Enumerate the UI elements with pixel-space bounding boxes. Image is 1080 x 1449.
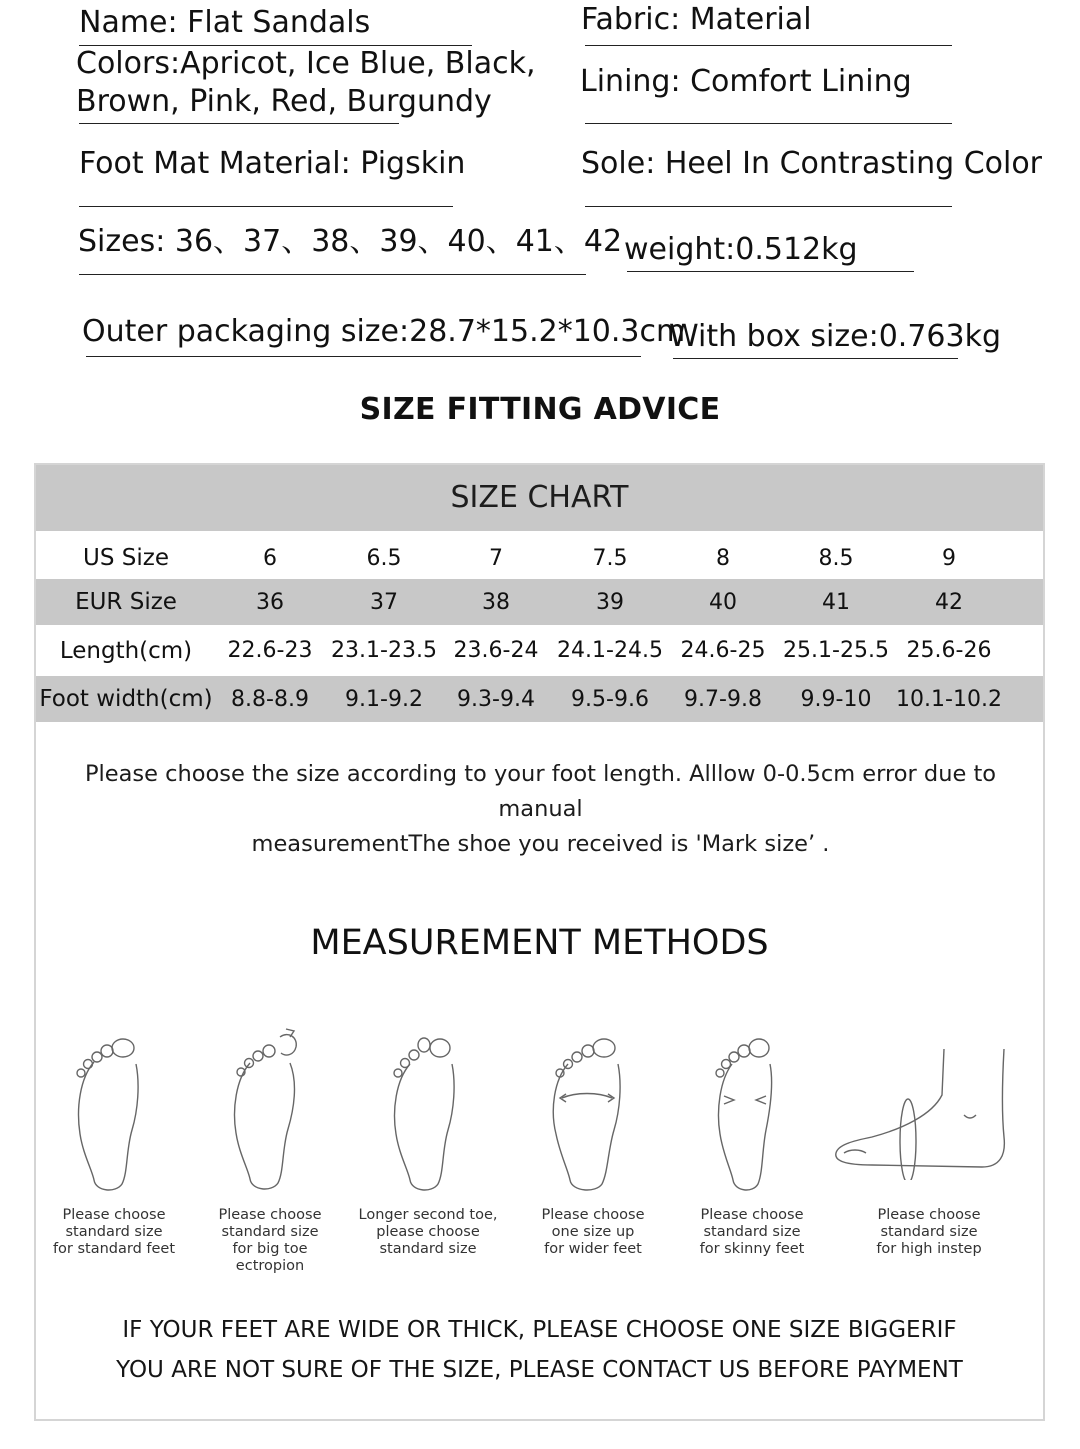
spec-foot-mat-underline <box>79 206 453 207</box>
method-caption-6 <box>849 1207 1009 1258</box>
caption-line: for wider feet <box>544 1241 642 1257</box>
size-chart-row <box>36 676 1043 722</box>
size-chart-cell: 8 <box>716 545 730 571</box>
spec-fabric-underline <box>585 45 952 46</box>
spec-sizes: Sizes: 36、37、38、39、40、41、42 <box>78 224 623 259</box>
spec-fabric: Fabric: Material <box>581 2 812 37</box>
size-chart-cell: 22.6-23 <box>227 638 313 663</box>
caption-line: please choose <box>376 1224 480 1240</box>
size-chart-row <box>36 579 1043 625</box>
spec-lining-underline <box>585 123 952 124</box>
method-caption-2 <box>190 1207 350 1275</box>
size-chart-cell: 9.3-9.4 <box>457 686 535 712</box>
skinny-foot-icon <box>704 1030 794 1195</box>
caption-line: standard size <box>703 1224 801 1240</box>
spec-name: Name: Flat Sandals <box>79 5 371 40</box>
measurement-methods-title: MEASUREMENT METHODS <box>310 923 769 963</box>
size-chart-cell: 8.8-8.9 <box>231 686 309 712</box>
size-chart-cell: 9.7-9.8 <box>684 686 762 712</box>
method-caption-4 <box>513 1207 673 1258</box>
size-chart-title: SIZE CHART <box>36 465 1043 531</box>
footer-line-2: YOU ARE NOT SURE OF THE SIZE, PLEASE CONTACT US BEFORE PAYMENT <box>116 1357 963 1383</box>
size-chart-cell: 37 <box>370 589 398 615</box>
size-chart-row-label: EUR Size <box>75 589 177 615</box>
size-chart-cell: 10.1-10.2 <box>896 686 1002 712</box>
size-chart-cell: 7.5 <box>592 545 628 571</box>
caption-line: Please choose <box>877 1207 981 1223</box>
size-chart-cell: 9.9-10 <box>800 686 872 712</box>
long-second-toe-foot-icon <box>384 1030 474 1195</box>
caption-line: standard size <box>65 1224 163 1240</box>
big-toe-ectropion-foot-icon <box>224 1027 314 1192</box>
caption-line: for big toe <box>232 1241 308 1257</box>
caption-line: ectropion <box>235 1258 305 1274</box>
size-chart-cell: 9 <box>942 545 956 571</box>
standard-foot-icon <box>66 1030 156 1195</box>
size-chart-cell: 40 <box>709 589 737 615</box>
caption-line: Longer second toe, <box>358 1207 498 1223</box>
spec-sizes-underline <box>79 274 586 275</box>
caption-line: standard size <box>379 1241 477 1257</box>
spec-colors-line1: Colors:Apricot, Ice Blue, Black, <box>76 46 536 81</box>
size-chart-cell: 7 <box>489 545 503 571</box>
caption-line: Please choose <box>62 1207 166 1223</box>
caption-line: standard size <box>880 1224 978 1240</box>
caption-line: Please choose <box>218 1207 322 1223</box>
size-chart-panel <box>34 463 1045 1421</box>
high-instep-foot-icon <box>832 1045 1012 1180</box>
caption-line: for high instep <box>876 1241 982 1257</box>
size-fitting-advice-title: SIZE FITTING ADVICE <box>359 392 721 427</box>
size-note-line1: Please choose the size according to your foot length. Alllow 0-0.5cm error due to manual <box>84 761 997 822</box>
size-chart-cell: 6 <box>263 545 277 571</box>
spec-weight-underline <box>627 271 914 272</box>
caption-line: Please choose <box>541 1207 645 1223</box>
size-chart-cell: 25.6-26 <box>906 638 992 663</box>
spec-sole: Sole: Heel In Contrasting Color <box>581 146 1043 181</box>
spec-outer-packaging: Outer packaging size:28.7*15.2*10.3cm <box>82 314 686 349</box>
size-chart-cell: 9.5-9.6 <box>571 686 649 712</box>
spec-lining: Lining: Comfort Lining <box>580 64 912 99</box>
method-caption-3 <box>348 1207 508 1258</box>
spec-foot-mat: Foot Mat Material: Pigskin <box>79 146 466 181</box>
size-chart-cell: 41 <box>822 589 850 615</box>
size-note <box>46 757 1035 862</box>
size-chart-row-label: US Size <box>83 545 169 571</box>
wide-foot-icon <box>546 1030 636 1195</box>
size-chart-cell: 23.1-23.5 <box>331 638 437 663</box>
spec-weight: weight:0.512kg <box>624 232 858 267</box>
caption-line: Please choose <box>700 1207 804 1223</box>
size-chart-cell: 8.5 <box>818 545 854 571</box>
spec-outer-packaging-underline <box>86 356 641 357</box>
size-chart-cell: 39 <box>596 589 624 615</box>
size-chart-cell: 6.5 <box>366 545 402 571</box>
size-note-line2: measurementThe shoe you received is 'Mark size’ . <box>251 831 830 857</box>
spec-colors-line2: Brown, Pink, Red, Burgundy <box>76 84 492 119</box>
size-chart-cell: 25.1-25.5 <box>783 638 889 663</box>
size-chart-row-label: Length(cm) <box>59 637 193 664</box>
size-chart-cell: 36 <box>256 589 284 615</box>
spec-sole-underline <box>585 206 952 207</box>
footer-line-1: IF YOUR FEET ARE WIDE OR THICK, PLEASE CHOOSE ONE SIZE BIGGERIF <box>122 1317 957 1343</box>
spec-box-weight: With box size:0.763kg <box>669 319 1001 354</box>
size-chart-cell: 42 <box>935 589 963 615</box>
size-chart-cell: 24.1-24.5 <box>557 638 663 663</box>
caption-line: for skinny feet <box>699 1241 805 1257</box>
size-chart-cell: 23.6-24 <box>453 638 539 663</box>
size-chart-row <box>36 537 1043 579</box>
size-chart-cell: 24.6-25 <box>680 638 766 663</box>
caption-line: for standard feet <box>52 1241 176 1257</box>
method-caption-1 <box>34 1207 194 1258</box>
spec-box-weight-underline <box>673 358 958 359</box>
size-chart-row <box>36 625 1043 676</box>
size-chart-cell: 38 <box>482 589 510 615</box>
caption-line: standard size <box>221 1224 319 1240</box>
method-caption-5 <box>672 1207 832 1258</box>
spec-colors-underline <box>79 123 399 124</box>
size-chart-cell: 9.1-9.2 <box>345 686 423 712</box>
caption-line: one size up <box>551 1224 635 1240</box>
size-chart-row-label: Foot width(cm) <box>39 686 213 712</box>
